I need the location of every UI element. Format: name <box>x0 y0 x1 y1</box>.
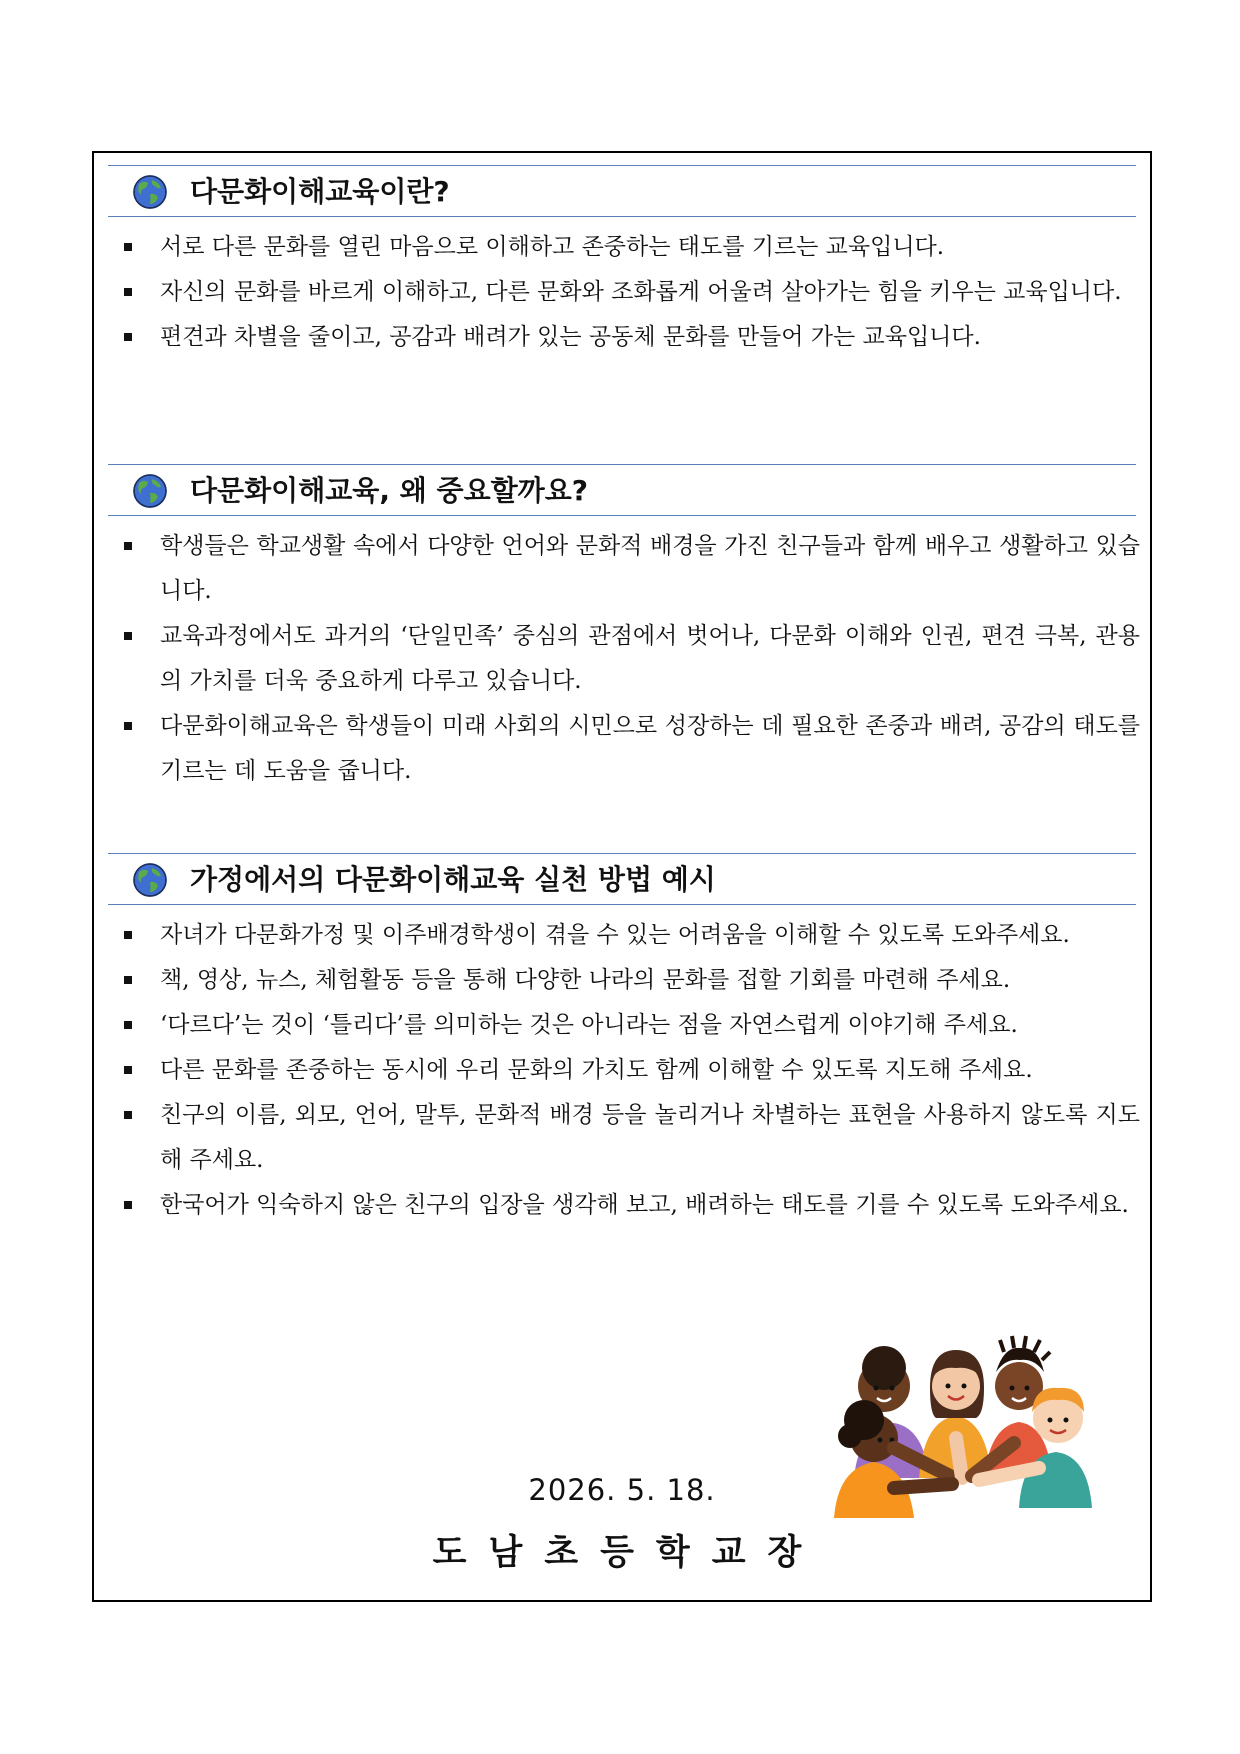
bullet-mark <box>124 1111 132 1119</box>
principal-signature: 도남초등학교장 <box>432 1533 824 1573</box>
section-title: 가정에서의 다문화이해교육 실천 방법 예시 <box>190 863 716 896</box>
bullet-mark <box>124 333 132 341</box>
list-item-text: 편견과 차별을 줄이고, 공감과 배려가 있는 공동체 문화를 만들어 가는 교육입니다. <box>160 324 981 350</box>
bullet-mark <box>124 632 132 640</box>
bullet-mark <box>124 976 132 984</box>
list-item <box>108 270 1140 315</box>
section-title: 다문화이해교육이란? <box>190 175 450 208</box>
list-item-text: 교육과정에서도 과거의 ‘단일민족’ 중심의 관점에서 벗어나, 다문화 이해와 인권, 편견 극복, 관용의 가치를 더욱 중요하게 다루고 있습니다. <box>160 623 1140 694</box>
list-item-text: 다른 문화를 존중하는 동시에 우리 문화의 가치도 함께 이해할 수 있도록 지도해 주세요. <box>160 1057 1033 1083</box>
bullet-mark <box>124 722 132 730</box>
list-item <box>108 913 1140 958</box>
list-item-text: 자신의 문화를 바르게 이해하고, 다른 문화와 조화롭게 어울려 살아가는 힘을 키우는 교육입니다. <box>160 279 1122 305</box>
section-header-what-is <box>108 165 1136 217</box>
list-item-text: 책, 영상, 뉴스, 체험활동 등을 통해 다양한 나라의 문화를 접할 기회를 마련해 주세요. <box>160 967 1011 993</box>
globe-icon <box>132 174 168 210</box>
bullet-mark <box>124 288 132 296</box>
list-item-text: 자녀가 다문화가정 및 이주배경학생이 겪을 수 있는 어려움을 이해할 수 있도록 도와주세요. <box>160 922 1070 948</box>
section-title: 다문화이해교육, 왜 중요할까요? <box>190 474 589 507</box>
section-header-why-important <box>108 464 1136 516</box>
list-item <box>108 958 1140 1003</box>
list-item <box>108 704 1140 794</box>
list-item <box>108 524 1140 614</box>
section-header-home-practice <box>108 853 1136 905</box>
list-item <box>108 1093 1140 1183</box>
list-item <box>108 315 1140 360</box>
bullet-mark <box>124 1021 132 1029</box>
list-item-text: 학생들은 학교생활 속에서 다양한 언어와 문화적 배경을 가진 친구들과 함께 배우고 생활하고 있습니다. <box>160 533 1140 604</box>
bullet-list-home-practice <box>108 913 1140 1228</box>
list-item-text: 한국어가 익숙하지 않은 친구의 입장을 생각해 보고, 배려하는 태도를 기를 수 있도록 도와주세요. <box>160 1192 1129 1218</box>
list-item <box>108 1003 1140 1048</box>
bullet-mark <box>124 931 132 939</box>
bullet-mark <box>124 1201 132 1209</box>
globe-icon <box>132 473 168 509</box>
bullet-mark <box>124 243 132 251</box>
globe-icon <box>132 862 168 898</box>
bullet-mark <box>124 1066 132 1074</box>
list-item <box>108 1048 1140 1093</box>
bullet-mark <box>124 542 132 550</box>
list-item-text: ‘다르다’는 것이 ‘틀리다’를 의미하는 것은 아니라는 점을 자연스럽게 이야기해 주세요. <box>160 1012 1018 1038</box>
list-item-text: 친구의 이름, 외모, 언어, 말투, 문화적 배경 등을 놀리거나 차별하는 표현을 사용하지 않도록 지도해 주세요. <box>160 1102 1140 1173</box>
list-item <box>108 1183 1140 1228</box>
list-item-text: 다문화이해교육은 학생들이 미래 사회의 시민으로 성장하는 데 필요한 존중과 배려, 공감의 태도를 기르는 데 도움을 줍니다. <box>160 713 1140 784</box>
list-item-text: 서로 다른 문화를 열린 마음으로 이해하고 존중하는 태도를 기르는 교육입니다. <box>160 234 945 260</box>
document-date: 2026. 5. 18. <box>528 1473 716 1507</box>
bullet-list-why-important <box>108 524 1140 794</box>
document-frame <box>92 151 1152 1602</box>
list-item <box>108 225 1140 270</box>
bullet-list-what-is <box>108 225 1140 360</box>
list-item <box>108 614 1140 704</box>
